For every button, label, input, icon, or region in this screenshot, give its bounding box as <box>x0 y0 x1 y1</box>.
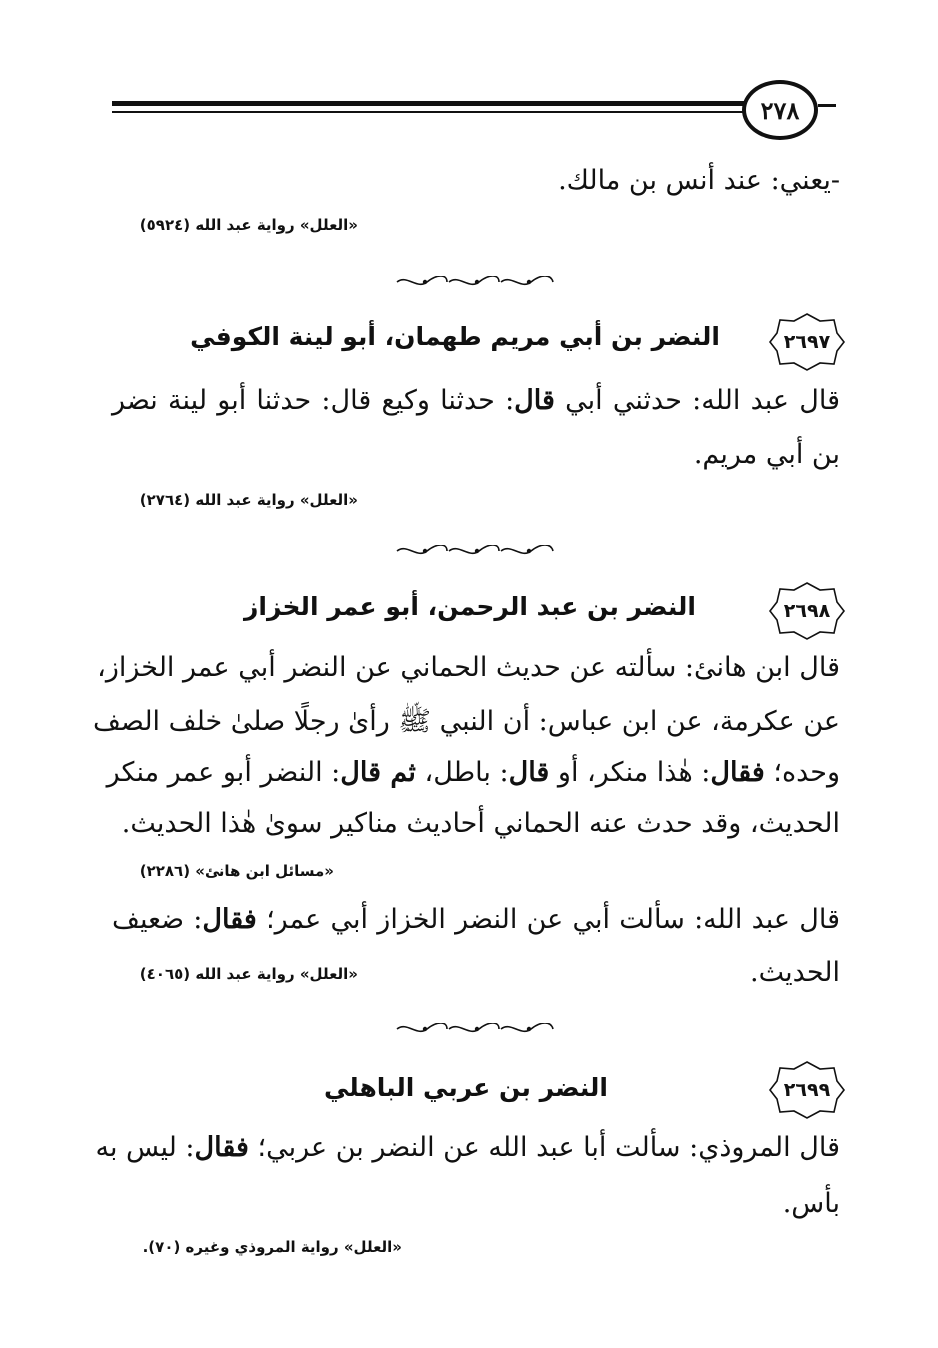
text-run: وحده؛ <box>764 757 840 788</box>
entry-number-badge <box>768 312 846 372</box>
entry-number: ٢٦٩٧ <box>783 331 831 353</box>
entry-title: النضر بن عبد الرحمن، أبو عمر الخزاز <box>244 592 696 621</box>
body-line: عن عكرمة، عن ابن عباس: أن النبي ﷺ رأىٰ رجلًا صلىٰ خلف الصف <box>92 706 840 737</box>
text-run: : ضعيف <box>112 904 203 935</box>
entry-title: النضر بن عربي الباهلي <box>323 1073 608 1102</box>
citation: «مسائل ابن هانئ» (٢٢٨٦) <box>139 862 334 880</box>
entry-title: النضر بن أبي مريم طهمان، أبو لينة الكوفي <box>190 322 720 351</box>
entry-number-badge <box>768 581 846 641</box>
body-line: -يعني: عند أنس بن مالك. <box>558 165 840 196</box>
header-rule-thin <box>112 111 744 113</box>
text-run: : ليس به <box>95 1132 195 1163</box>
entry-number-badge <box>768 1060 846 1120</box>
body-line <box>112 383 840 419</box>
body-line: بأس. <box>782 1188 840 1219</box>
citation: «العلل» رواية المروذي وغيره (٧٠). <box>142 1238 402 1256</box>
keyword: ثم قال <box>340 757 416 788</box>
keyword: قال <box>508 757 550 788</box>
text-run: قال عبد الله: حدثني أبي <box>554 385 840 416</box>
ornament-divider <box>395 276 555 288</box>
body-line <box>95 1130 840 1166</box>
keyword: فقال <box>202 904 257 935</box>
header-rule-right <box>818 104 836 107</box>
body-line: الحديث، وقد حدث عنه الحماني أحاديث مناكير سوىٰ هٰذا الحديث. <box>121 808 840 839</box>
body-line <box>112 902 840 938</box>
text-run: : هٰذا منكر، أو <box>549 757 711 788</box>
citation: «العلل» رواية عبد الله (٤٠٦٥) <box>139 965 358 983</box>
citation: «العلل» رواية عبد الله (٢٧٦٤) <box>139 491 358 509</box>
keyword: فقال <box>194 1132 249 1163</box>
citation: «العلل» رواية عبد الله (٥٩٢٤) <box>139 216 358 234</box>
text-run: قال عبد الله: سألت أبي عن النضر الخزاز أبي عمر؛ <box>256 904 840 935</box>
body-line: قال ابن هانئ: سألته عن حديث الحماني عن النضر أبي عمر الخزاز، <box>97 652 840 683</box>
text-run: : باطل، <box>415 757 509 788</box>
body-line: بن أبي مريم. <box>693 439 840 470</box>
body-line <box>106 755 840 791</box>
text-run: قال المروذي: سألت أبا عبد الله عن النضر بن عربي؛ <box>248 1132 840 1163</box>
entry-number: ٢٦٩٩ <box>783 1079 831 1101</box>
text-run: : حدثنا وكيع قال: حدثنا أبو لينة نضر <box>112 385 515 416</box>
body-line: الحديث. <box>750 957 840 988</box>
keyword: فقال <box>710 757 765 788</box>
header-rule-thick <box>112 101 744 106</box>
ornament-divider <box>395 545 555 557</box>
entry-number: ٢٦٩٨ <box>783 600 831 622</box>
page-number: ٢٧٨ <box>742 80 818 140</box>
ornament-divider <box>395 1023 555 1035</box>
text-run: : النضر أبو عمر منكر <box>106 757 341 788</box>
keyword: قال <box>514 385 555 416</box>
